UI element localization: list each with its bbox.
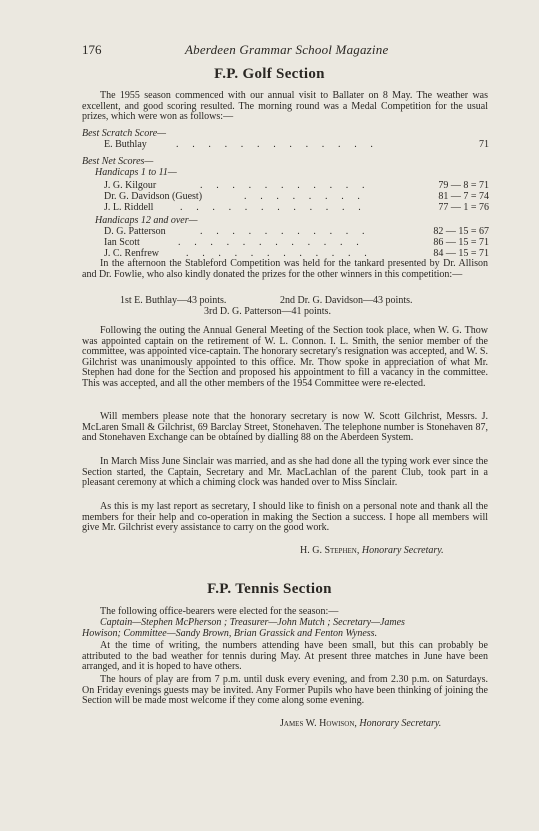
golf-afternoon: In the afternoon the Stableford Competition was held for the tankard presented by Dr. Allison and Dr. Fowlie, who also kindly donated the prizes for the other winners in this competition:— <box>82 258 488 280</box>
score-name: D. G. Patterson <box>104 226 166 237</box>
signature-name: H. G. Stephen, <box>300 545 360 556</box>
score-name: Dr. G. Davidson (Guest) <box>104 191 203 202</box>
golf-final-paragraph: As this is my last report as secretary, I should like to finish on a personal note and thank all the members for their help and co-operation in making the Section a success. I hope all members will give Mr. Gilchrist every assistance to carry on the good work. <box>82 501 488 534</box>
best-scratch-heading: Best Scratch Score— <box>82 128 167 139</box>
score-name: J. G. Kilgour <box>104 180 157 191</box>
tennis-hours-paragraph: The hours of play are from 7 p.m. until dusk every evening, and from 2.30 p.m. on Saturdays. On Friday evenings guests may be invited. Any Former Pupils who have been thinking of joining the Section will be made most welcome if they come along some evening. <box>82 674 488 707</box>
score-value: 77 — 1 = 76 <box>438 202 489 213</box>
tennis-officers-line2: Howison; Committee—Sandy Brown, Brian Grassick and Fenton Wyness. <box>82 628 378 639</box>
best-scratch-name: E. Buthlay <box>104 139 147 150</box>
best-net-heading: Best Net Scores— <box>82 156 154 167</box>
golf-section-title: F.P. Golf Section <box>214 66 325 82</box>
score-name: J. L. Riddell <box>104 202 154 213</box>
best-scratch-score: 71 <box>479 139 489 150</box>
handicap1-heading: Handicaps 1 to 11— <box>95 167 177 178</box>
score-value: 79 — 8 = 71 <box>438 180 489 191</box>
signature-role: Honorary Secretary. <box>361 545 444 556</box>
leader-dots: . . . . . . . . . . . <box>200 180 371 191</box>
tennis-intro: The following office-bearers were elected for the season:— <box>100 606 339 617</box>
score-value: 84 — 15 = 71 <box>433 248 489 259</box>
score-value: 81 — 7 = 74 <box>438 191 489 202</box>
journal-title: Aberdeen Grammar School Magazine <box>185 42 389 57</box>
signature-name: James W. Howison, <box>280 718 357 729</box>
tennis-numbers-paragraph: At the time of writing, the numbers attending have been small, but this can probably be attributed to the bad weather for tennis during May. At present three matches in June have been arranged, and it is hoped to have others. <box>82 640 488 673</box>
golf-agm-paragraph: Following the outing the Annual General Meeting of the Section took place, when W. G. Thow was appointed captain on the retirement of W. L. Connon. I. L. Smith, the senior member of the committee, was appointed vice-captain. The honorary secretary's resignation was accepted, and W. S. Gilchrist was unanimously appointed to this office. Mr. Thow spoke in appreciation of what Mr. Stephen had done for the Section and proposed his appointment to fill a vacancy in the committee. This was accepted, and all the other members of the 1954 Committee were re-elected. <box>82 325 488 389</box>
golf-signature <box>300 546 444 556</box>
leader-dots: . . . . . . . . . . . . <box>178 237 365 248</box>
handicap2-heading: Handicaps 12 and over— <box>95 215 198 226</box>
score-name: Ian Scott <box>104 237 140 248</box>
signature-role: Honorary Secretary. <box>359 718 442 729</box>
page-number: 176 <box>82 42 102 57</box>
leader-dots: . . . . . . . . . . . <box>200 226 371 237</box>
score-value: 86 — 15 = 71 <box>433 237 489 248</box>
golf-sinclair-paragraph: In March Miss June Sinclair was married, and as she had done all the typing work ever since the Section started, the Captain, Secretary and Mr. MacLachlan of the parent Club, took part in a pleasant ceremony at which a chiming clock was handed over to Miss Sinclair. <box>82 456 488 489</box>
leader-dots: . . . . . . . . <box>244 191 366 202</box>
tennis-officers-line1: Captain—Stephen McPherson ; Treasurer—John Mutch ; Secretary—James <box>100 617 405 628</box>
page-header <box>82 42 477 60</box>
stableford-second: 2nd Dr. G. Davidson—43 points. <box>280 295 413 306</box>
stableford-first: 1st E. Buthlay—43 points. <box>120 295 227 306</box>
golf-address-paragraph: Will members please note that the honorary secretary is now W. Scott Gilchrist, Messrs. J. McLaren Small & Gilchrist, 69 Barclay Street, Stonehaven. The telephone number is Stonehaven 87, and Stonehaven Exchange can be obtained by dialling 88 on the Aberdeen System. <box>82 411 488 444</box>
leader-dots: . . . . . . . . . . . . <box>186 248 373 259</box>
tennis-section-title: F.P. Tennis Section <box>207 581 332 597</box>
score-value: 82 — 15 = 67 <box>433 226 489 237</box>
leader-dots: . . . . . . . . . . . . <box>180 202 367 213</box>
tennis-signature <box>280 719 441 729</box>
stableford-third: 3rd D. G. Patterson—41 points. <box>204 306 331 317</box>
leader-dots: . . . . . . . . . . . . . <box>176 139 379 150</box>
golf-intro: The 1955 season commenced with our annual visit to Ballater on 8 May. The weather was excellent, and good scoring resulted. The morning round was a Medal Competition for the usual prizes, which were won as follows:— <box>82 90 488 123</box>
score-name: J. C. Renfrew <box>104 248 159 259</box>
